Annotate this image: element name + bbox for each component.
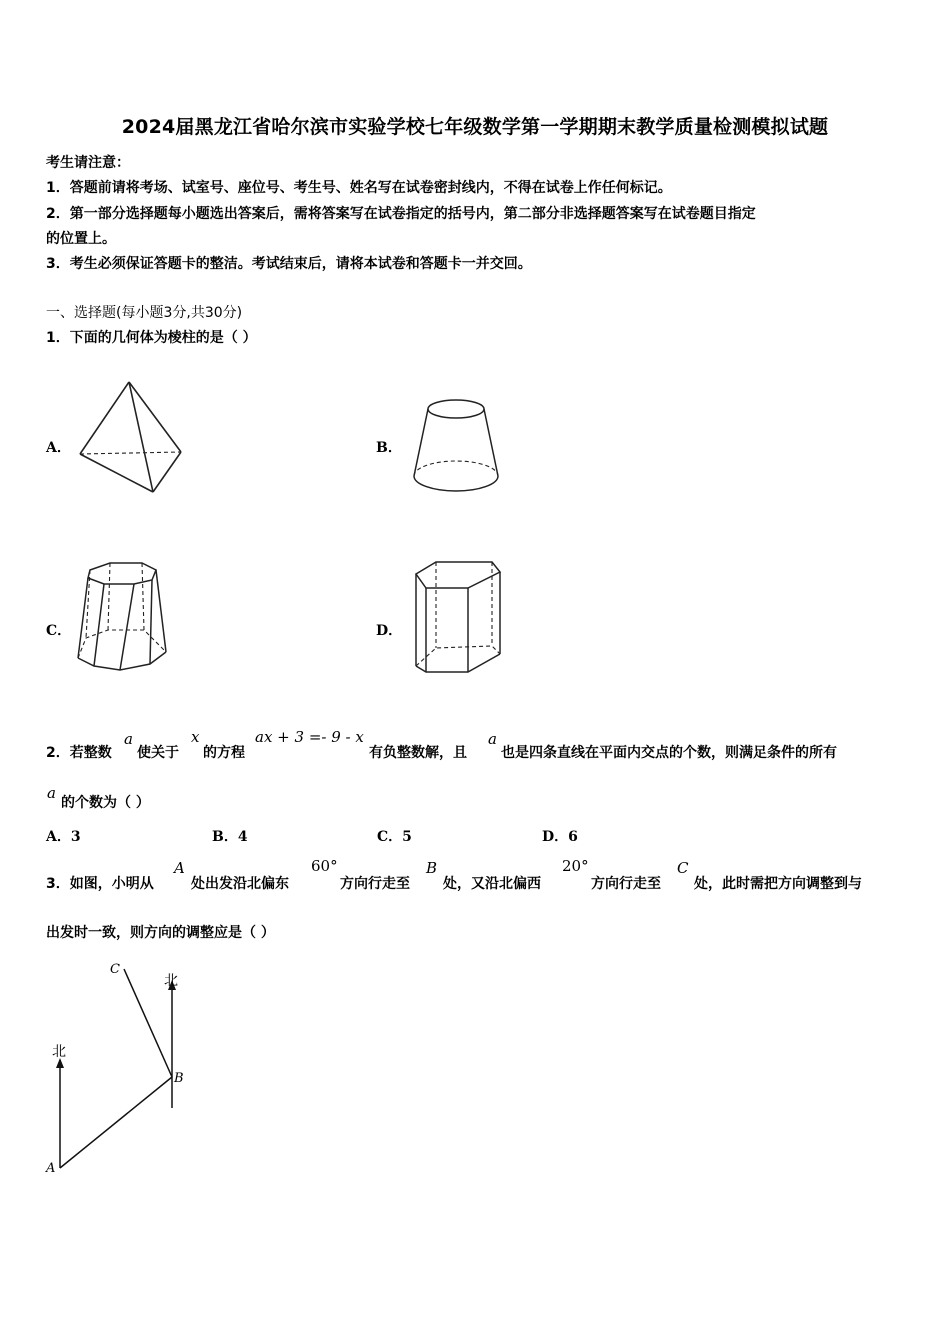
q3-angle-1: 60° <box>311 857 338 875</box>
figure-label-c: C <box>110 962 120 977</box>
q3-text-1: 3．如图，小明从 <box>46 876 154 892</box>
q2-text-1: 2．若整数 <box>46 745 112 761</box>
figure-label-a: A <box>46 1161 56 1176</box>
notice-line-3: 3．考生必须保证答题卡的整洁。考试结束后，请将本试卷和答题卡一并交回。 <box>46 256 532 272</box>
q3-angle-2: 20° <box>562 857 589 875</box>
prism-frustum-figure <box>72 560 182 680</box>
q3-text-6: 处，此时需把方向调整到与 <box>694 876 862 892</box>
q1-option-b-label: B． <box>376 440 402 456</box>
q3-text-5: 方向行走至 <box>591 876 661 892</box>
question-1-stem: 1．下面的几何体为棱柱的是（ ） <box>46 330 257 346</box>
north-label-2: 北 <box>164 973 178 989</box>
q2-option-a: A．3 <box>46 829 81 845</box>
page-title: 2024届黑龙江省哈尔滨市实验学校七年级数学第一学期期末教学质量检测模拟试题 <box>121 116 829 138</box>
q1-option-d-label: D． <box>376 623 403 639</box>
q2-text-3: 的方程 <box>203 745 245 761</box>
notice-line-1: 1．答题前请将考场、试室号、座位号、考生号、姓名写在试卷密封线内，不得在试卷上作任何标记。 <box>46 180 672 196</box>
hexagonal-prism-figure <box>410 558 510 680</box>
q2-var-a-3: a <box>47 784 56 802</box>
notice-heading: 考生请注意： <box>46 155 130 171</box>
q2-text-2: 使关于 <box>137 745 179 761</box>
north-label-1: 北 <box>52 1044 66 1060</box>
pyramid-figure <box>75 378 185 498</box>
q2-var-x: x <box>191 728 200 746</box>
q3-point-b: B <box>426 859 438 877</box>
section-heading: 一、选择题(每小题3分,共30分) <box>46 305 243 321</box>
segment-ab <box>60 1077 172 1168</box>
q2-text-4: 有负整数解，且 <box>369 745 467 761</box>
q3-text-2: 处出发沿北偏东 <box>191 876 289 892</box>
q3-point-a: A <box>174 859 185 877</box>
q1-option-a-label: A． <box>46 440 71 456</box>
notice-line-2b: 的位置上。 <box>46 231 116 247</box>
q2-var-a-2: a <box>488 730 497 748</box>
q2-var-a: a <box>124 730 133 748</box>
notice-line-2a: 2．第一部分选择题每小题选出答案后，需将答案写在试卷指定的括号内，第二部分非选择题答案写在试卷题目指定 <box>46 206 756 222</box>
cone-frustum-figure <box>408 396 508 496</box>
direction-diagram <box>40 960 210 1185</box>
q2-option-b: B．4 <box>212 829 248 845</box>
q3-text-4: 处，又沿北偏西 <box>443 876 541 892</box>
q3-text-3: 方向行走至 <box>340 876 410 892</box>
q2-equation: ax + 3 =- 9 - x <box>255 728 364 746</box>
q3-text-line-2: 出发时一致，则方向的调整应是（ ） <box>46 925 275 941</box>
q2-text-6: 的个数为（ ） <box>61 795 150 811</box>
figure-label-b: B <box>174 1071 184 1086</box>
q1-option-c-label: C． <box>46 623 72 639</box>
q2-option-c: C．5 <box>377 829 412 845</box>
q3-point-c: C <box>677 859 689 877</box>
q2-text-5: 也是四条直线在平面内交点的个数，则满足条件的所有 <box>501 745 837 761</box>
q2-option-d: D．6 <box>542 829 578 845</box>
